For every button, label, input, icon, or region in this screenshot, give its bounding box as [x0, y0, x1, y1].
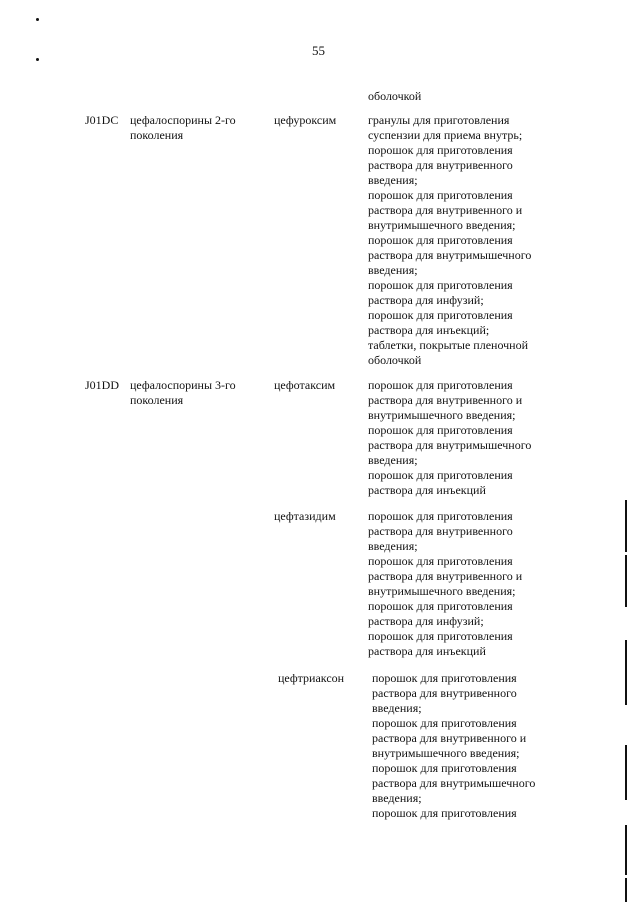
form-line: порошок для приготовления: [372, 671, 517, 685]
atc-group-name: [130, 113, 260, 143]
form-line: введения;: [368, 173, 418, 187]
scan-edge-line: [625, 500, 627, 552]
form-line: внутримышечного введения;: [368, 584, 516, 598]
form-line: порошок для приготовления: [368, 188, 513, 202]
form-line: порошок для приготовления: [368, 554, 513, 568]
group-name-line: поколения: [130, 393, 184, 407]
group-name-line: цефалоспорины 2-го: [130, 113, 236, 127]
continuation-text: оболочкой: [368, 89, 422, 103]
form-line: раствора для инфузий;: [368, 614, 484, 628]
form-line: гранулы для приготовления: [368, 113, 510, 127]
form-line: порошок для приготовления: [368, 629, 513, 643]
drug-name: цефотаксим: [274, 378, 336, 392]
form-line: таблетки, покрытые пленочной: [368, 338, 529, 352]
form-line: порошок для приготовления: [368, 143, 513, 157]
form-line: порошок для приготовления: [368, 468, 513, 482]
group-name-line: поколения: [130, 128, 184, 142]
drug-name: цефтазидим: [274, 509, 336, 523]
scan-edge-line: [625, 640, 627, 705]
scan-dot-mark: [36, 18, 39, 21]
form-line: раствора для инъекций;: [368, 323, 490, 337]
form-line: внутримышечного введения;: [368, 218, 516, 232]
atc-group-name: [130, 378, 260, 408]
form-line: порошок для приготовления: [372, 761, 517, 775]
scan-edge-line: [625, 745, 627, 800]
form-line: раствора для внутривенного и: [368, 393, 523, 407]
dosage-forms: [372, 671, 572, 821]
form-line: порошок для приготовления: [368, 233, 513, 247]
drug-name: цефтриаксон: [278, 671, 345, 685]
form-line: раствора для внутривенного: [372, 686, 517, 700]
form-line: раствора для внутривенного: [368, 524, 513, 538]
scan-edge-line: [625, 825, 627, 875]
form-line: порошок для приготовления: [368, 278, 513, 292]
group-name-line: цефалоспорины 3-го: [130, 378, 236, 392]
form-line: порошок для приготовления: [368, 509, 513, 523]
form-line: раствора для внутривенного и: [368, 569, 523, 583]
form-line: порошок для приготовления: [368, 308, 513, 322]
form-line: раствора для внутривенного и: [372, 731, 527, 745]
form-line: раствора для внутримышечного: [372, 776, 536, 790]
form-line: порошок для приготовления: [368, 378, 513, 392]
form-line: порошок для приготовления: [372, 806, 517, 820]
form-line: раствора для инъекций: [368, 483, 486, 497]
form-line: раствора для внутримышечного: [368, 248, 532, 262]
scan-edge-line: [625, 555, 627, 607]
drug-name: цефуроксим: [274, 113, 337, 127]
form-line: введения;: [372, 791, 422, 805]
form-line: внутримышечного введения;: [368, 408, 516, 422]
atc-code: J01DD: [85, 378, 120, 392]
form-line: внутримышечного введения;: [372, 746, 520, 760]
form-line: введения;: [368, 539, 418, 553]
form-line: раствора для инфузий;: [368, 293, 484, 307]
dosage-forms: [368, 113, 568, 368]
scan-edge-line: [625, 878, 627, 902]
form-line: оболочкой: [368, 353, 422, 367]
form-line: порошок для приготовления: [372, 716, 517, 730]
form-line: введения;: [368, 263, 418, 277]
form-line: порошок для приготовления: [368, 423, 513, 437]
form-line: введения;: [368, 453, 418, 467]
form-line: раствора для инъекций: [368, 644, 486, 658]
page-number: 55: [312, 43, 325, 58]
form-line: раствора для внутримышечного: [368, 438, 532, 452]
scan-dot-mark: [36, 58, 39, 61]
form-line: введения;: [372, 701, 422, 715]
form-line: раствора для внутривенного: [368, 158, 513, 172]
form-line: раствора для внутривенного и: [368, 203, 523, 217]
dosage-forms: [368, 509, 568, 659]
form-line: порошок для приготовления: [368, 599, 513, 613]
form-line: суспензии для приема внутрь;: [368, 128, 523, 142]
atc-code: J01DC: [85, 113, 119, 127]
dosage-forms: [368, 378, 568, 498]
